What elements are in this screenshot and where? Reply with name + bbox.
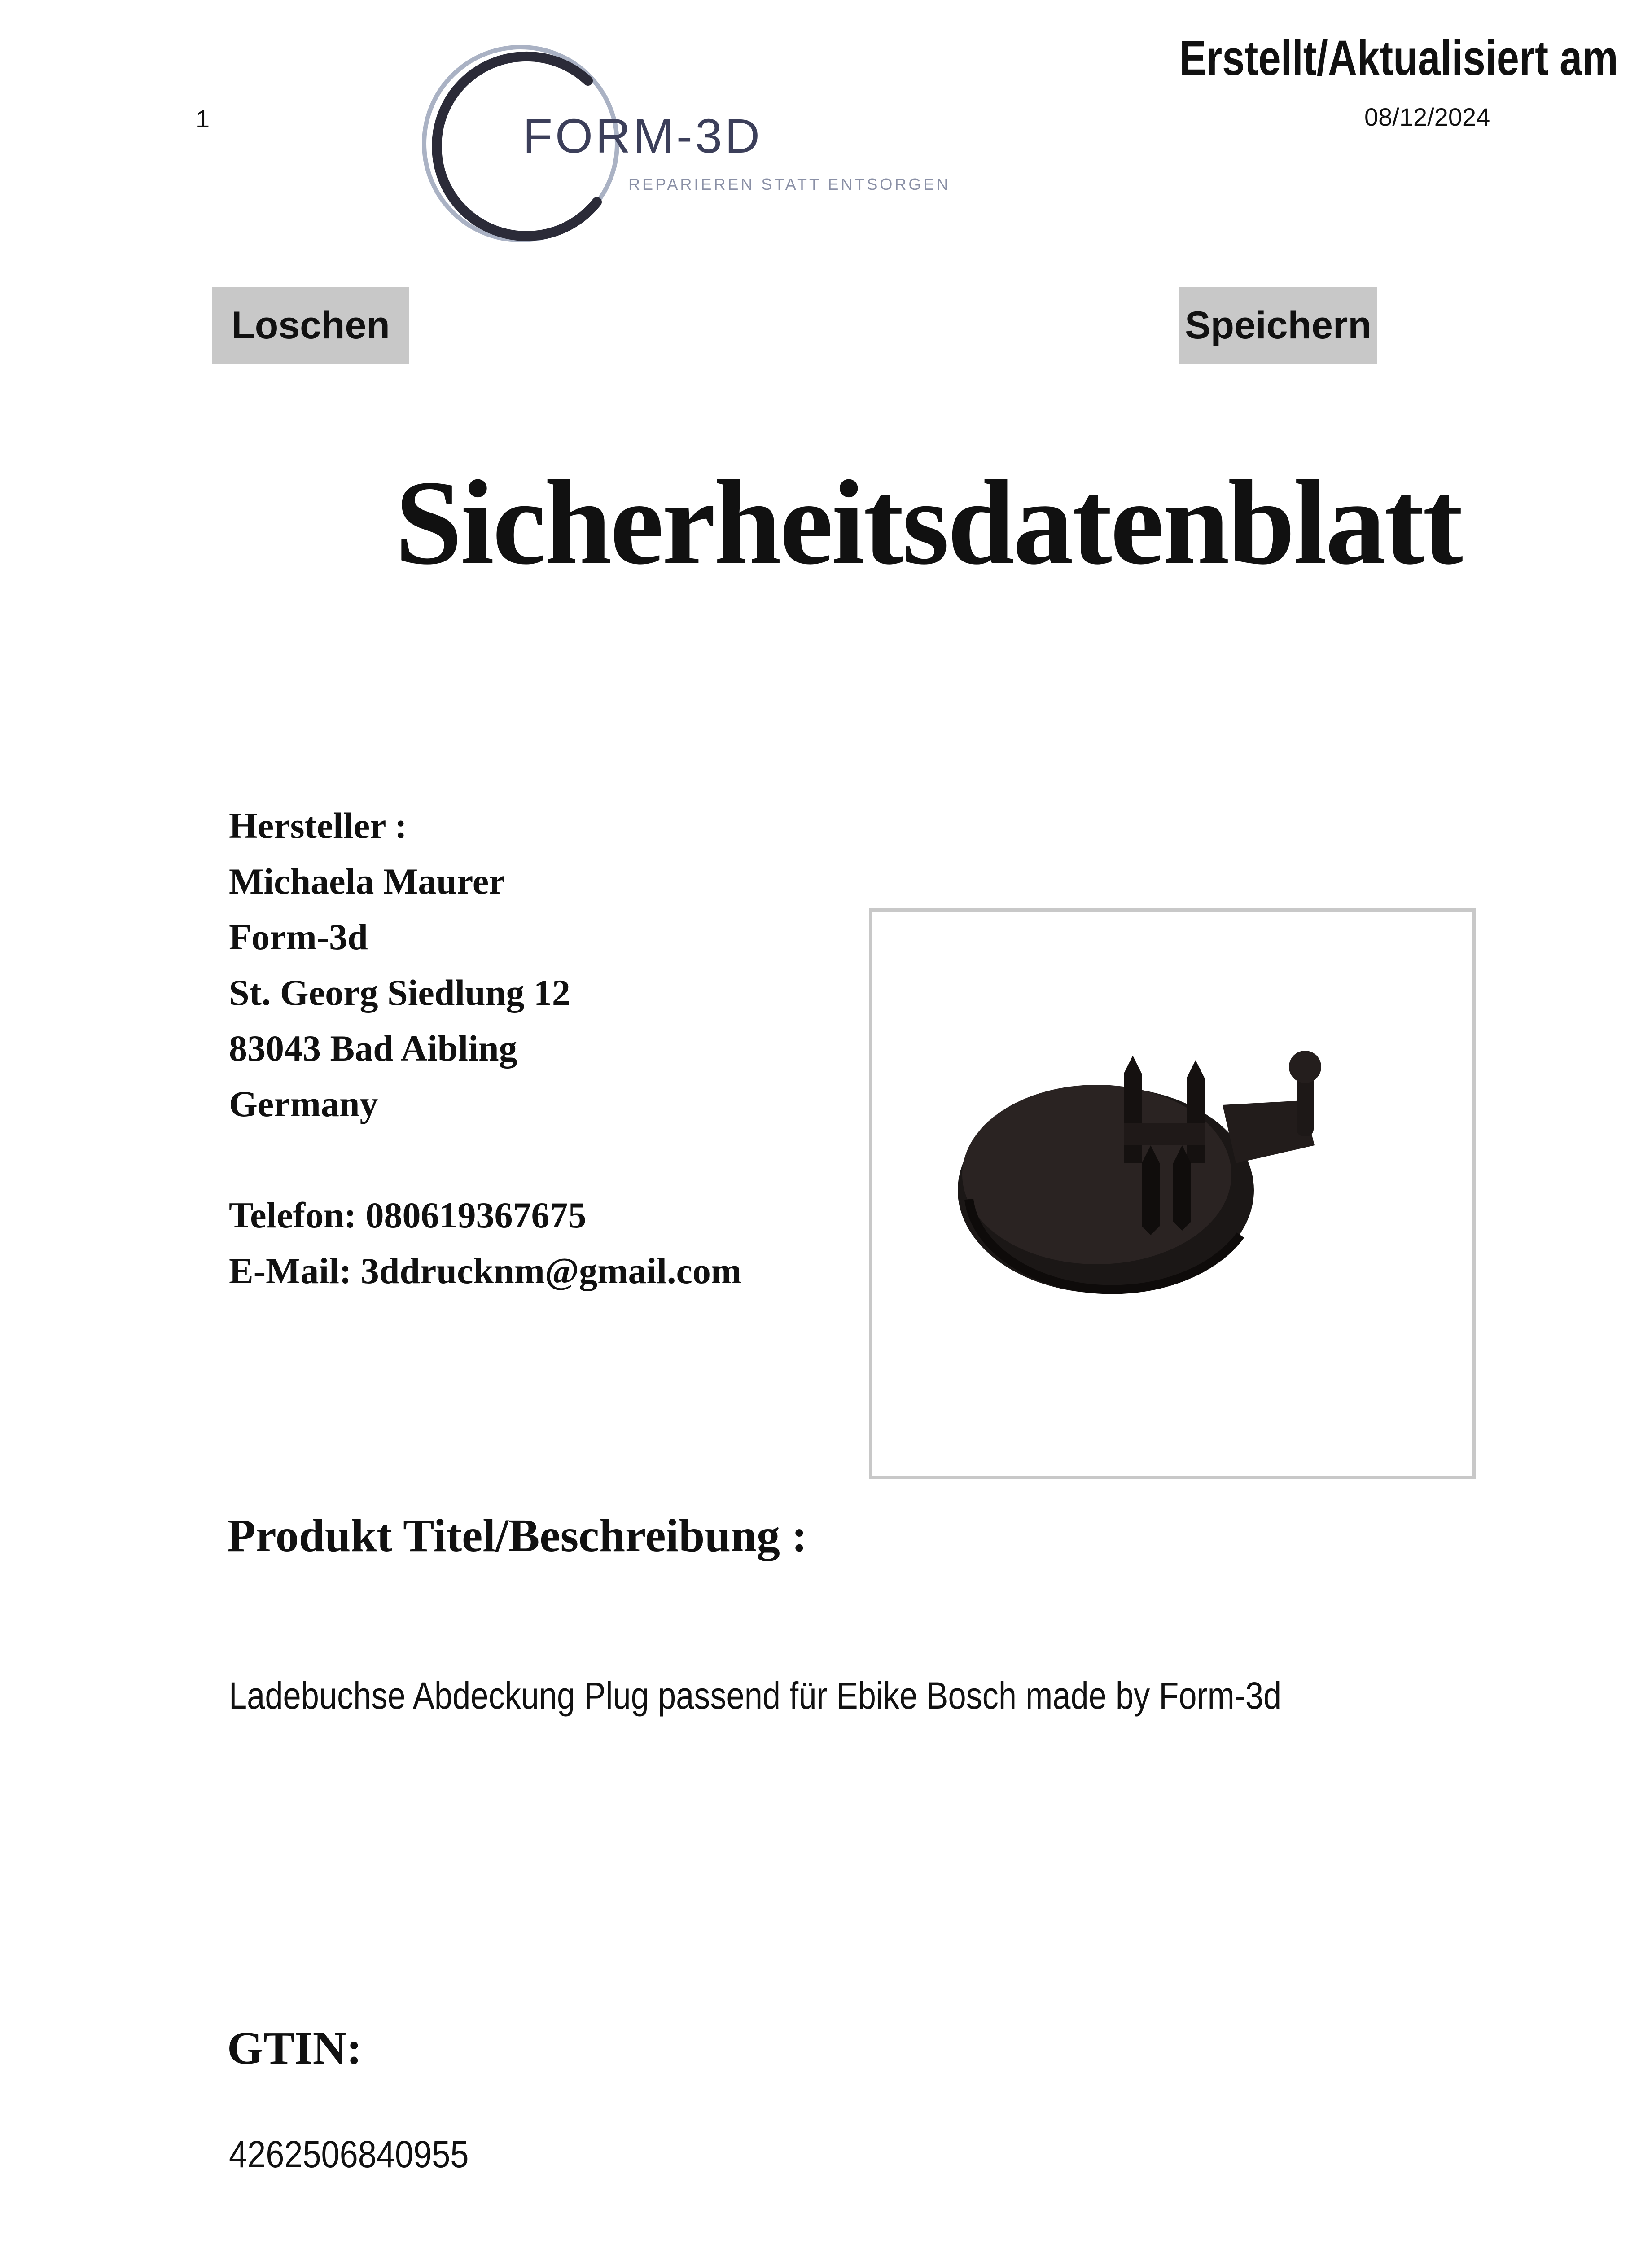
- manufacturer-company: Form-3d: [229, 916, 368, 957]
- product-description: Ladebuchse Abdeckung Plug passend für Ebike Bosch made by Form-3d: [229, 1674, 1282, 1717]
- logo-brand: FORM-3D: [523, 109, 762, 163]
- manufacturer-phone: Telefon: 080619367675: [229, 1195, 587, 1236]
- save-button[interactable]: Speichern: [1179, 287, 1377, 364]
- manufacturer-label: Hersteller :: [229, 805, 407, 846]
- manufacturer-email: E-Mail: 3ddrucknm@gmail.com: [229, 1250, 742, 1291]
- form3d-logo: [417, 40, 974, 247]
- manufacturer-country: Germany: [229, 1083, 378, 1124]
- logo-tagline: REPARIEREN STATT ENTSORGEN: [628, 175, 951, 193]
- page-title: Sicherheitsdatenblatt: [395, 456, 1461, 590]
- updated-label: Erstellt/Aktualisiert am: [1179, 31, 1618, 86]
- gtin-label: GTIN:: [227, 2022, 362, 2074]
- delete-button[interactable]: Loschen: [212, 287, 409, 364]
- page-number: 1: [196, 105, 210, 133]
- product-title-label: Produkt Titel/Beschreibung :: [227, 1510, 807, 1561]
- manufacturer-block: [229, 798, 741, 1299]
- manufacturer-name: Michaela Maurer: [229, 861, 505, 902]
- manufacturer-street: St. Georg Siedlung 12: [229, 972, 570, 1013]
- manufacturer-city: 83043 Bad Aibling: [229, 1028, 517, 1069]
- gtin-value: 4262506840955: [229, 2133, 469, 2175]
- updated-date: 08/12/2024: [1364, 103, 1490, 131]
- plug-cover-icon: [872, 912, 1472, 1476]
- product-image: [869, 908, 1476, 1479]
